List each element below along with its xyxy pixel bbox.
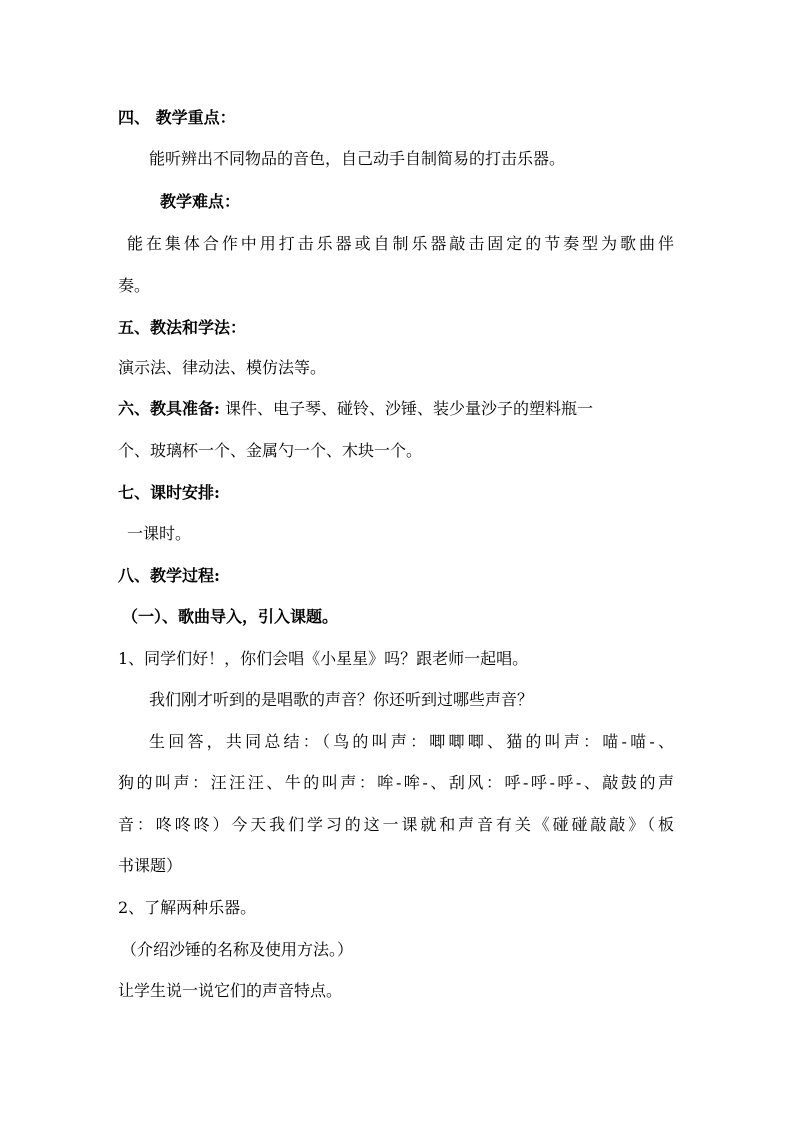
section4-heading: 四、 教学重点： xyxy=(118,108,236,127)
section4-difficulty-line1: 能在集体合作中用打击乐器或自制乐器敲击固定的节奏型为歌曲伴 xyxy=(127,234,674,253)
section4-difficulty-line2: 奏。 xyxy=(118,276,151,295)
section4-difficulty-heading: 教学难点： xyxy=(160,192,241,211)
section8-item2: 2、了解两种乐器。 xyxy=(118,898,257,917)
section4-focus-text: 能听辨出不同物品的音色，自己动手自制简易的打击乐器。 xyxy=(149,149,566,168)
section8-heading: 八、教学过程: xyxy=(118,566,220,585)
section5-text: 演示法、律动法、模仿法等。 xyxy=(118,358,327,377)
section6-heading: 六、教具准备: xyxy=(118,399,220,418)
section8-item2-task: 让学生说一说它们的声音特点。 xyxy=(118,981,343,1000)
section8-answer-line2: 狗的叫声：汪汪汪、牛的叫声：哞-哞-、刮风：呼-呼-呼-、敲鼓的声 xyxy=(118,773,674,792)
section8-answer-line3: 音：咚咚咚）今天我们学习的这一课就和声音有关《碰碰敲敲》（板 xyxy=(118,815,674,834)
section8-question: 我们刚才听到的是唱歌的声音？你还听到过哪些声音？ xyxy=(149,690,534,709)
section6-line1 xyxy=(118,398,678,420)
section6-line2: 个、玻璃杯一个、金属勺一个、木块一个。 xyxy=(118,441,423,460)
section6-line1-rest: 课件、电子琴、碰铃、沙锤、装少量沙子的塑料瓶一 xyxy=(219,399,594,418)
section8-answer-line1: 生回答，共同总结：（鸟的叫声：唧唧唧、猫的叫声：喵-喵-、 xyxy=(149,732,674,751)
section7-heading: 七、课时安排: xyxy=(118,483,220,502)
section8-item1: 1、同学们好！，你们会唱《小星星》吗？跟老师一起唱。 xyxy=(118,649,529,668)
section7-text: 一课时。 xyxy=(127,524,192,543)
section8-answer-line4: 书课题） xyxy=(118,856,183,875)
section5-heading: 五、教法和学法： xyxy=(118,318,247,337)
section8-item2-note: （介绍沙锤的名称及使用方法。） xyxy=(121,940,354,959)
section8-sub1-heading: （一）、歌曲导入，引入课题。 xyxy=(122,607,339,626)
